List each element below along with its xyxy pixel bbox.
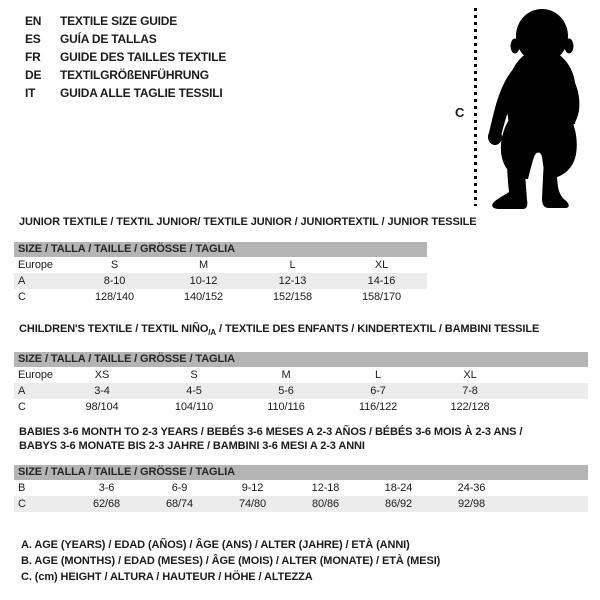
size-cell: 6-7 <box>370 385 386 398</box>
size-cell: 24-36 <box>457 482 486 494</box>
size-cell: 18-24 <box>384 482 413 494</box>
table-title-line: BABIES 3-6 MONTH TO 2-3 YEARS / BEBÉS 3-6 MESES A 2-3 AÑOS / BÉBÉS 3-6 MOIS À 2-3 ANS / <box>19 426 523 438</box>
language-label: TEXTILE SIZE GUIDE <box>60 14 178 28</box>
table-title-line: CHILDREN'S TEXTILE / TEXTIL $NIÑO_{/A}$ / TEXTILE DES ENFANTS / KINDERTEXTIL / BAMBINI TESSILE <box>19 323 540 338</box>
size-cell: S <box>190 369 198 382</box>
size-cell: 110/116 <box>267 401 305 414</box>
size-cell: 12-13 <box>278 275 307 287</box>
size-cell: 3-4 <box>94 385 110 398</box>
table-row <box>14 273 427 289</box>
size-cell: 74/80 <box>238 498 267 510</box>
size-cell: 122/128 <box>450 401 490 414</box>
size-cell: 80/86 <box>311 498 340 510</box>
table-row <box>14 383 588 399</box>
language-row <box>25 66 226 84</box>
toddler-silhouette-icon <box>481 8 598 210</box>
size-cell: 116/122 <box>358 401 398 414</box>
height-measure-label: C <box>455 105 465 120</box>
size-cell: 140/152 <box>183 291 224 303</box>
language-code: ES <box>25 32 41 46</box>
language-row <box>25 84 226 102</box>
legend-line-age-years: A. AGE (YEARS) / EDAD (AÑOS) / ÂGE (ANS) / ALTER (JAHRE) / ETÀ (ANNI) <box>21 539 410 551</box>
row-label: A <box>18 385 26 398</box>
size-cell: L <box>289 259 296 271</box>
size-table-babies <box>14 425 588 512</box>
legend-line-age-months: B. AGE (MONTHS) / EDAD (MESES) / ÂGE (MOIS) / ALTER (MONATE) / ETÀ (MESI) <box>21 555 441 567</box>
size-cell: 10-12 <box>189 275 218 287</box>
table-row <box>14 367 588 383</box>
size-cell: 4-5 <box>186 385 202 398</box>
language-row <box>25 48 226 66</box>
table-row <box>14 399 588 415</box>
size-cell: 8-10 <box>103 275 126 287</box>
size-cell: 9-12 <box>241 482 264 494</box>
language-list <box>25 12 226 102</box>
size-header-bar: SIZE / TALLA / TAILLE / GRÖSSE / TAGLIA <box>14 352 588 367</box>
size-cell: 7-8 <box>462 385 478 398</box>
table-title <box>14 215 477 229</box>
row-label: C <box>18 291 26 303</box>
size-cell: XL <box>374 259 389 271</box>
row-label: A <box>18 275 26 287</box>
size-cell: 3-6 <box>98 482 115 494</box>
table-row <box>14 496 588 512</box>
size-cell: 5-6 <box>278 385 294 398</box>
legend-line-height: C. (cm) HEIGHT / ALTURA / HAUTEUR / HÖHE / ALTEZZA <box>21 571 313 583</box>
size-cell: 158/170 <box>361 291 402 303</box>
language-row <box>25 12 226 30</box>
size-cell: 14-16 <box>367 275 396 287</box>
row-label: Europe <box>18 259 53 271</box>
language-label: TEXTILGRÖßENFÜHRUNG <box>60 68 209 82</box>
language-row <box>25 30 226 48</box>
language-label: GUIDA ALLE TAGLIE TESSILI <box>60 86 223 100</box>
language-label: GUIDE DES TAILLES TEXTILE <box>60 50 227 64</box>
table-row <box>14 289 427 305</box>
language-code: EN <box>25 14 42 28</box>
table-title <box>14 425 588 453</box>
table-row <box>14 480 588 496</box>
height-measure-dotted-line <box>474 8 477 206</box>
size-cell: L <box>374 369 382 382</box>
size-table-junior <box>14 215 477 305</box>
size-cell: 92/98 <box>457 498 486 510</box>
row-label: C <box>18 498 26 510</box>
size-cell: 104/110 <box>174 401 214 414</box>
size-cell: 68/74 <box>165 498 194 510</box>
size-cell: 62/68 <box>92 498 121 510</box>
table-title <box>14 322 588 340</box>
size-header-bar: SIZE / TALLA / TAILLE / GRÖSSE / TAGLIA <box>14 242 427 257</box>
table-row <box>14 257 427 273</box>
size-cell: XL <box>463 369 477 382</box>
size-cell: M <box>198 259 209 271</box>
row-label: B <box>18 482 26 494</box>
row-label: C <box>18 401 26 414</box>
row-label: Europe <box>18 369 53 382</box>
size-cell: 6-9 <box>171 482 188 494</box>
size-header-bar: SIZE / TALLA / TAILLE / GRÖSSE / TAGLIA <box>14 465 588 480</box>
table-title-line: BABYS 3-6 MONATE BIS 2-3 JAHRE / BAMBINI 3-6 MESI A 2-3 ANNI <box>19 440 365 452</box>
size-cell: M <box>281 369 291 382</box>
language-code: IT <box>25 86 36 100</box>
size-cell: S <box>110 259 119 271</box>
size-cell: 12-18 <box>311 482 340 494</box>
language-label: GUÍA DE TALLAS <box>60 32 157 46</box>
size-table-children <box>14 322 588 415</box>
size-cell: 98/104 <box>85 401 119 414</box>
size-cell: XS <box>94 369 110 382</box>
size-cell: 128/140 <box>94 291 135 303</box>
language-code: FR <box>25 50 41 64</box>
legend <box>21 537 440 585</box>
size-cell: 152/158 <box>272 291 313 303</box>
size-cell: 86/92 <box>384 498 413 510</box>
language-code: DE <box>25 68 42 82</box>
table-title-line: JUNIOR TEXTILE / TEXTIL JUNIOR/ TEXTILE JUNIOR / JUNIORTEXTIL / JUNIOR TESSILE <box>19 216 477 228</box>
